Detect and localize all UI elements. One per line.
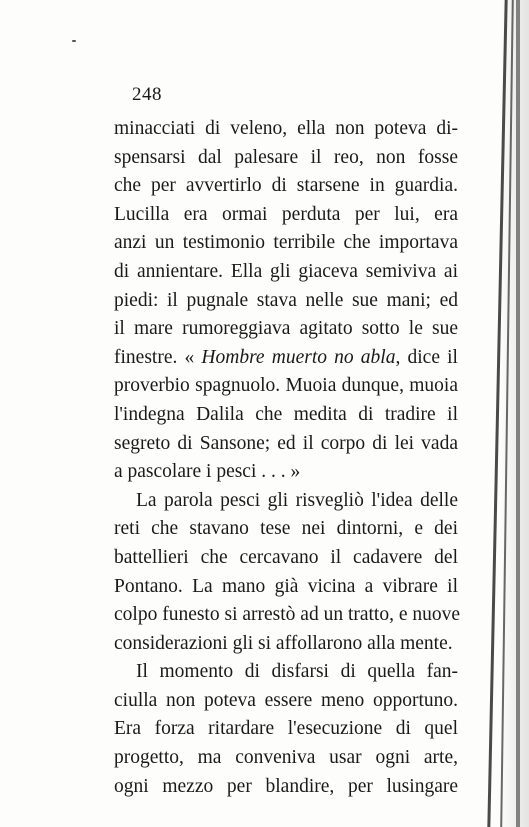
text-line: Lucilla era ormai perduta per lui, era — [114, 203, 458, 225]
text-line: di annientare. Ella gli giaceva semiviva ai — [114, 260, 458, 282]
text-line: spensarsi dal palesare il reo, non fosse — [114, 146, 458, 168]
text-line: a pascolare i pesci . . . » — [114, 461, 301, 483]
text-line: La parola pesci gli risvegliò l'idea delle — [136, 489, 458, 511]
text-line: il mare rumoreggiava agitato sotto le sue — [114, 318, 458, 340]
text-line: anzi un testimonio terribile che importava — [114, 232, 458, 254]
text-line: minacciati di veleno, ella non poteva di- — [114, 118, 458, 139]
text-line: Il momento di disfarsi di quella fan- — [136, 661, 458, 683]
text-line: proverbio spagnuolo. Muoia dunque, muoia — [114, 375, 458, 397]
text-line: colpo funesto si arrestò ad un tratto, e nuove — [114, 604, 461, 626]
body-text — [114, 115, 461, 801]
text-segment: finestre. « — [114, 346, 202, 368]
text-line: piedi: il pugnale stava nelle sue mani; ed — [114, 289, 458, 311]
text-line: che per avvertirlo di starsene in guardia. — [114, 175, 458, 197]
italic-quote: Hombre muerto no abla — [201, 346, 396, 368]
text-line: progetto, ma conveniva usar ogni arte, — [114, 747, 458, 769]
text-line: ciulla non poteva essere meno opportuno. — [114, 689, 458, 711]
text-line — [114, 344, 458, 373]
text-segment: , dice il — [395, 346, 458, 368]
binding-edge-line — [516, 0, 520, 827]
text-line: Pontano. La mano già vicina a vibrare il — [114, 575, 458, 597]
text-line: battellieri che cercavano il cadavere del — [114, 546, 458, 568]
page-number: 248 — [132, 84, 162, 105]
text-line: Era forza ritardare l'esecuzione di quel — [114, 718, 458, 740]
text-line: considerazioni gli si affollarono alla mente. — [114, 632, 453, 654]
text-line: l'indegna Dalila che medita di tradire il — [114, 403, 458, 425]
text-line: ogni mezzo per blandire, per lusingare — [114, 775, 458, 797]
text-line: reti che stavano tese nei dintorni, e dei — [114, 518, 458, 540]
paper-speck — [72, 40, 76, 42]
text-line: segreto di Sansone; ed il corpo di lei vada — [114, 432, 458, 454]
